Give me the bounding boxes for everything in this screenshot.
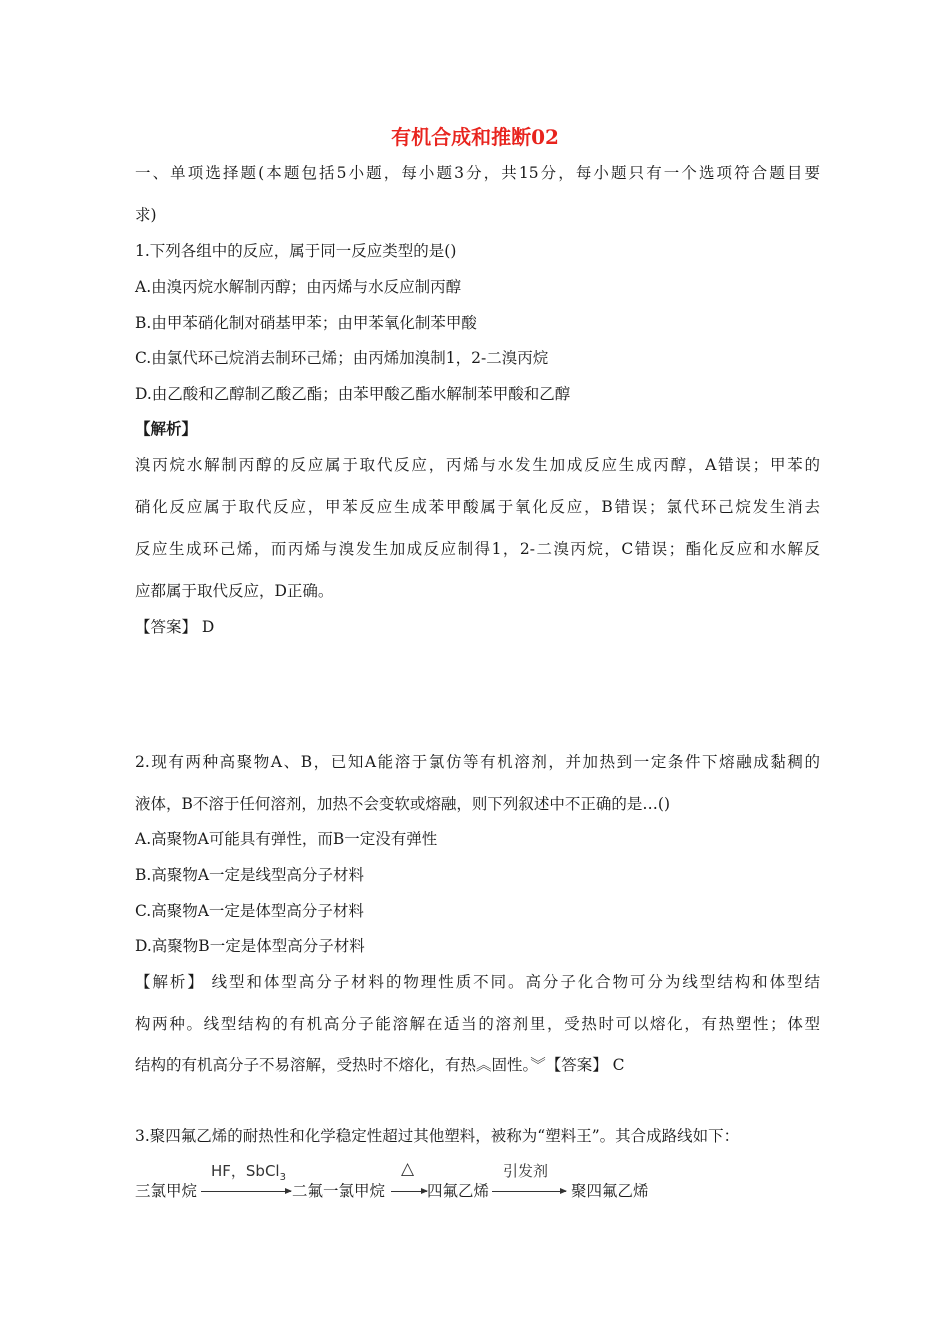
q2-analysis-line-2: 构两种。线型结构的有机高分子能溶解在适当的溶剂里，受热时可以熔化，有热塑性；体型: [135, 1015, 820, 1033]
arrow-3: [492, 1191, 566, 1192]
q1-option-a: A.由溴丙烷水解制丙醇；由丙烯与水反应制丙醇: [135, 278, 462, 296]
q1-analysis-line-4: 应都属于取代反应，D正确。: [135, 582, 334, 600]
condition-hf-sbcl3: [211, 1162, 286, 1187]
section-heading-line-2: 求): [135, 206, 157, 224]
node-tetrafluoroethylene: 四氟乙烯: [427, 1182, 490, 1200]
q1-analysis-label: 【解析】: [135, 419, 198, 438]
section-heading-line-1: 一、单项选择题(本题包括5小题，每小题3分，共15分，每小题只有一个选项符合题目要: [135, 164, 820, 182]
q2-option-b: B.高聚物A一定是线型高分子材料: [135, 866, 365, 884]
q2-option-a: A.高聚物A可能具有弹性，而B一定没有弹性: [135, 830, 438, 848]
q1-option-d: D.由乙酸和乙醇制乙酸乙酯；由苯甲酸乙酯水解制苯甲酸和乙醇: [135, 385, 571, 403]
q1-analysis-line-3: 反应生成环己烯，而丙烯与溴发生加成反应制得1，2-二溴丙烷，C错误；酯化反应和水解反: [135, 540, 820, 558]
q2-analysis-line-3: 结构的有机高分子不易溶解，受热时不熔化，有热︽固性。︾【答案】 C: [135, 1056, 625, 1074]
node-chlorodifluoromethane: 二氟一氯甲烷: [292, 1182, 386, 1200]
page-title: 有机合成和推断02: [391, 125, 559, 149]
condition-hf-sbcl3-text: HF，SbCl: [211, 1162, 280, 1180]
q1-answer: 【答案】 D: [135, 618, 215, 636]
condition-initiator: 引发剂: [503, 1162, 549, 1180]
q2-stem-line-2: 液体，B不溶于任何溶剂，加热不会变软或熔融，则下列叙述中不正确的是…(): [135, 795, 670, 813]
q1-stem: 1.下列各组中的反应，属于同一反应类型的是(): [135, 242, 457, 260]
arrow-1: [201, 1191, 291, 1192]
q3-stem: 3.聚四氟乙烯的耐热性和化学稳定性超过其他塑料，被称为“塑料王”。其合成路线如下：: [135, 1127, 740, 1145]
q2-option-d: D.高聚物B一定是体型高分子材料: [135, 937, 365, 955]
node-chloroform: 三氯甲烷: [135, 1182, 198, 1200]
q1-analysis-line-2: 硝化反应属于取代反应，甲苯反应生成苯甲酸属于氧化反应，B错误；氯代环己烷发生消去: [135, 498, 820, 516]
arrow-2: [391, 1191, 427, 1192]
condition-heat: △: [401, 1159, 415, 1179]
q2-option-c: C.高聚物A一定是体型高分子材料: [135, 902, 364, 920]
q2-analysis-line-1: 【解析】 线型和体型高分子材料的物理性质不同。高分子化合物可分为线型结构和体型结: [135, 973, 820, 991]
synthesis-route: [135, 1158, 695, 1206]
condition-subscript: 3: [279, 1172, 286, 1183]
q2-stem-line-1: 2.现有两种高聚物A、B，已知A能溶于氯仿等有机溶剂，并加热到一定条件下熔融成黏稠的: [135, 753, 820, 771]
node-ptfe: 聚四氟乙烯: [571, 1182, 649, 1200]
q1-analysis-line-1: 溴丙烷水解制丙醇的反应属于取代反应，丙烯与水发生加成反应生成丙醇，A错误；甲苯的: [135, 456, 820, 474]
q1-option-b: B.由甲苯硝化制对硝基甲苯；由甲苯氧化制苯甲酸: [135, 314, 477, 332]
q1-option-c: C.由氯代环己烷消去制环己烯；由丙烯加溴制1，2-二溴丙烷: [135, 349, 549, 367]
